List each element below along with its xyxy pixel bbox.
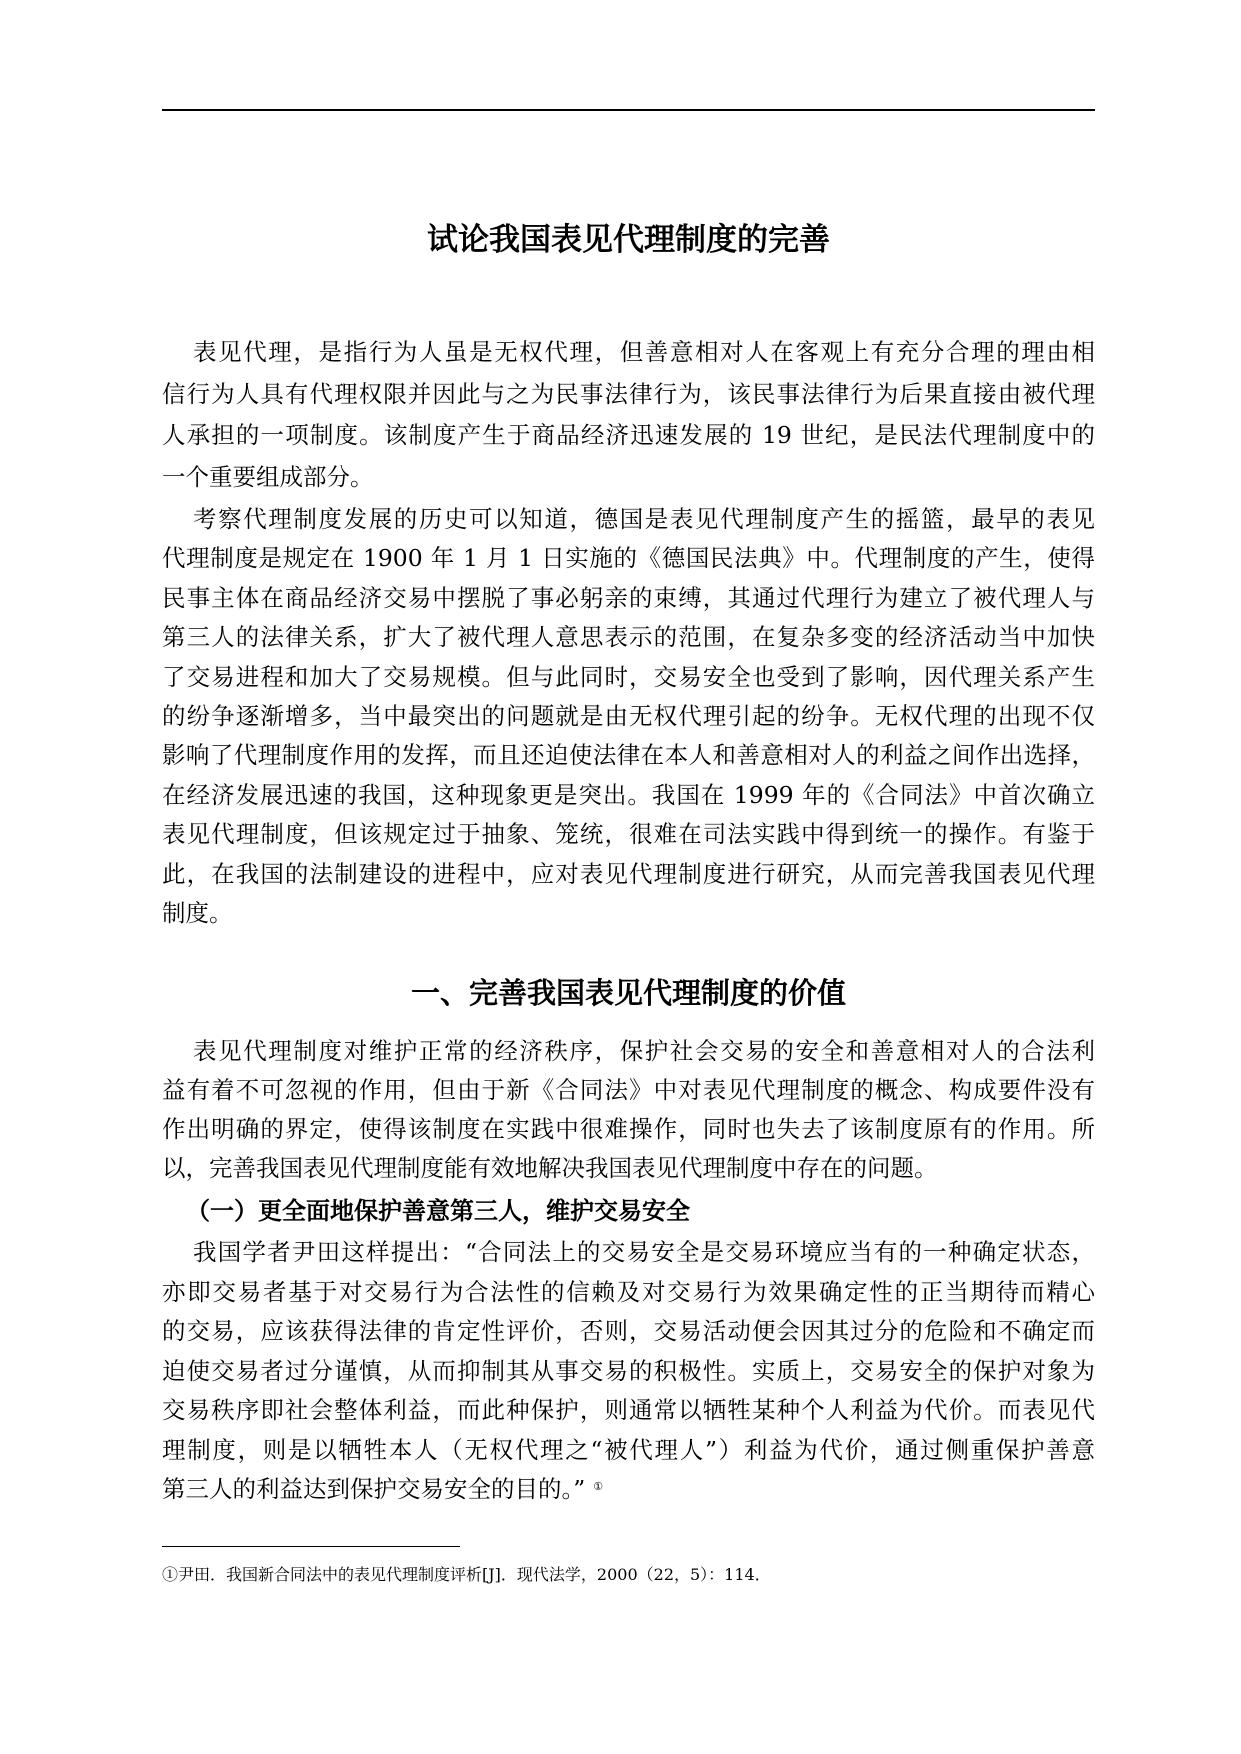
subsection-heading: （一）更全面地保护善意第三人，维护交易安全 [186, 1197, 690, 1225]
text-line: 此，在我国的法制建设的进程中，应对表见代理制度进行研究，从而完善我国表见代理 [162, 859, 1095, 888]
text-line: 表见代理制度，但该规定过于抽象、笼统，很难在司法实践中得到统一的操作。有鉴于 [162, 820, 1095, 849]
section-1-paragraph-1 [162, 1032, 1095, 1188]
text-line-with-footnote [162, 1470, 1095, 1510]
text-line: 表见代理，是指行为人虽是无权代理，但善意相对人在客观上有充分合理的理由相 [193, 338, 1095, 366]
text-line: 交易秩序即社会整体利益，而此种保护，则通常以牺牲某种个人利益为代价。而表见代 [162, 1396, 1095, 1424]
footnote [162, 1563, 1095, 1587]
section-heading: 一、完善我国表见代理制度的价值 [410, 976, 846, 1010]
text-line: 第三人的利益达到保护交易安全的目的。” [162, 1475, 586, 1503]
text-line: 的纷争逐渐增多，当中最突出的问题就是由无权代理引起的纷争。无权代理的出现不仅 [162, 701, 1095, 730]
text-line: 一个重要组成部分。 [162, 462, 374, 491]
text-line: 考察代理制度发展的历史可以知道，德国是表见代理制度产生的摇篮，最早的表见 [193, 505, 1095, 533]
text-line: 信行为人具有代理权限并因此与之为民事法律行为，该民事法律行为后果直接由被代理 [162, 379, 1095, 408]
footnote-text: 尹田．我国新合同法中的表见代理制度评析[J]．现代法学，2000（22，5）：114． [178, 1565, 771, 1584]
text-line: 民事主体在商品经济交易中摆脱了事必躬亲的束缚，其通过代理行为建立了被代理人与 [162, 583, 1095, 612]
text-line: 以，完善我国表见代理制度能有效地解决我国表见代理制度中存在的问题。 [162, 1154, 938, 1182]
footnote-reference[interactable]: ① [593, 1480, 604, 1493]
text-line: 作出明确的界定，使得该制度在实践中很难操作，同时也失去了该制度原有的作用。所 [162, 1115, 1095, 1143]
text-line: 我国学者尹田这样提出：“合同法上的交易安全是交易环境应当有的一种确定状态， [193, 1238, 1095, 1266]
text-line: 了交易进程和加大了交易规模。但与此同时，交易安全也受到了影响，因代理关系产生 [162, 662, 1095, 691]
header-rule [162, 109, 1095, 111]
intro-paragraph-2 [162, 500, 1095, 933]
text-line: 制度。 [162, 898, 233, 927]
footnote-marker: ① [162, 1565, 179, 1584]
subsection-1-paragraph-1 [162, 1233, 1095, 1510]
text-line: 迫使交易者过分谨慎，从而抑制其从事交易的积极性。实质上，交易安全的保护对象为 [162, 1356, 1095, 1385]
text-line: 影响了代理制度作用的发挥，而且还迫使法律在本人和善意相对人的利益之间作出选择， [162, 741, 1095, 770]
text-line: 第三人的法律关系，扩大了被代理人意思表示的范围，在复杂多变的经济活动当中加快 [162, 623, 1095, 652]
text-line: 理制度，则是以牺牲本人（无权代理之“被代理人”）利益为代价，通过侧重保护善意 [162, 1435, 1095, 1464]
text-line: 益有着不可忽视的作用，但由于新《合同法》中对表见代理制度的概念、构成要件没有 [162, 1076, 1095, 1104]
text-line: 表见代理制度对维护正常的经济秩序，保护社会交易的安全和善意相对人的合法利 [193, 1037, 1095, 1065]
footnote-separator [162, 1546, 460, 1547]
text-line: 人承担的一项制度。该制度产生于商品经济迅速发展的 19 世纪，是民法代理制度中的 [162, 421, 1095, 449]
intro-paragraph-1 [162, 332, 1095, 498]
text-line: 代理制度是规定在 1900 年 1 月 1 日实施的《德国民法典》中。代理制度的产生，使得 [162, 544, 1095, 573]
text-line: 在经济发展迅速的我国，这种现象更是突出。我国在 1999 年的《合同法》中首次确立 [162, 780, 1095, 809]
text-line: 亦即交易者基于对交易行为合法性的信赖及对交易行为效果确定性的正当期待而精心 [162, 1277, 1095, 1306]
document-title: 试论我国表见代理制度的完善 [427, 222, 830, 258]
text-line: 的交易，应该获得法律的肯定性评价，否则，交易活动便会因其过分的危险和不确定而 [162, 1317, 1095, 1345]
